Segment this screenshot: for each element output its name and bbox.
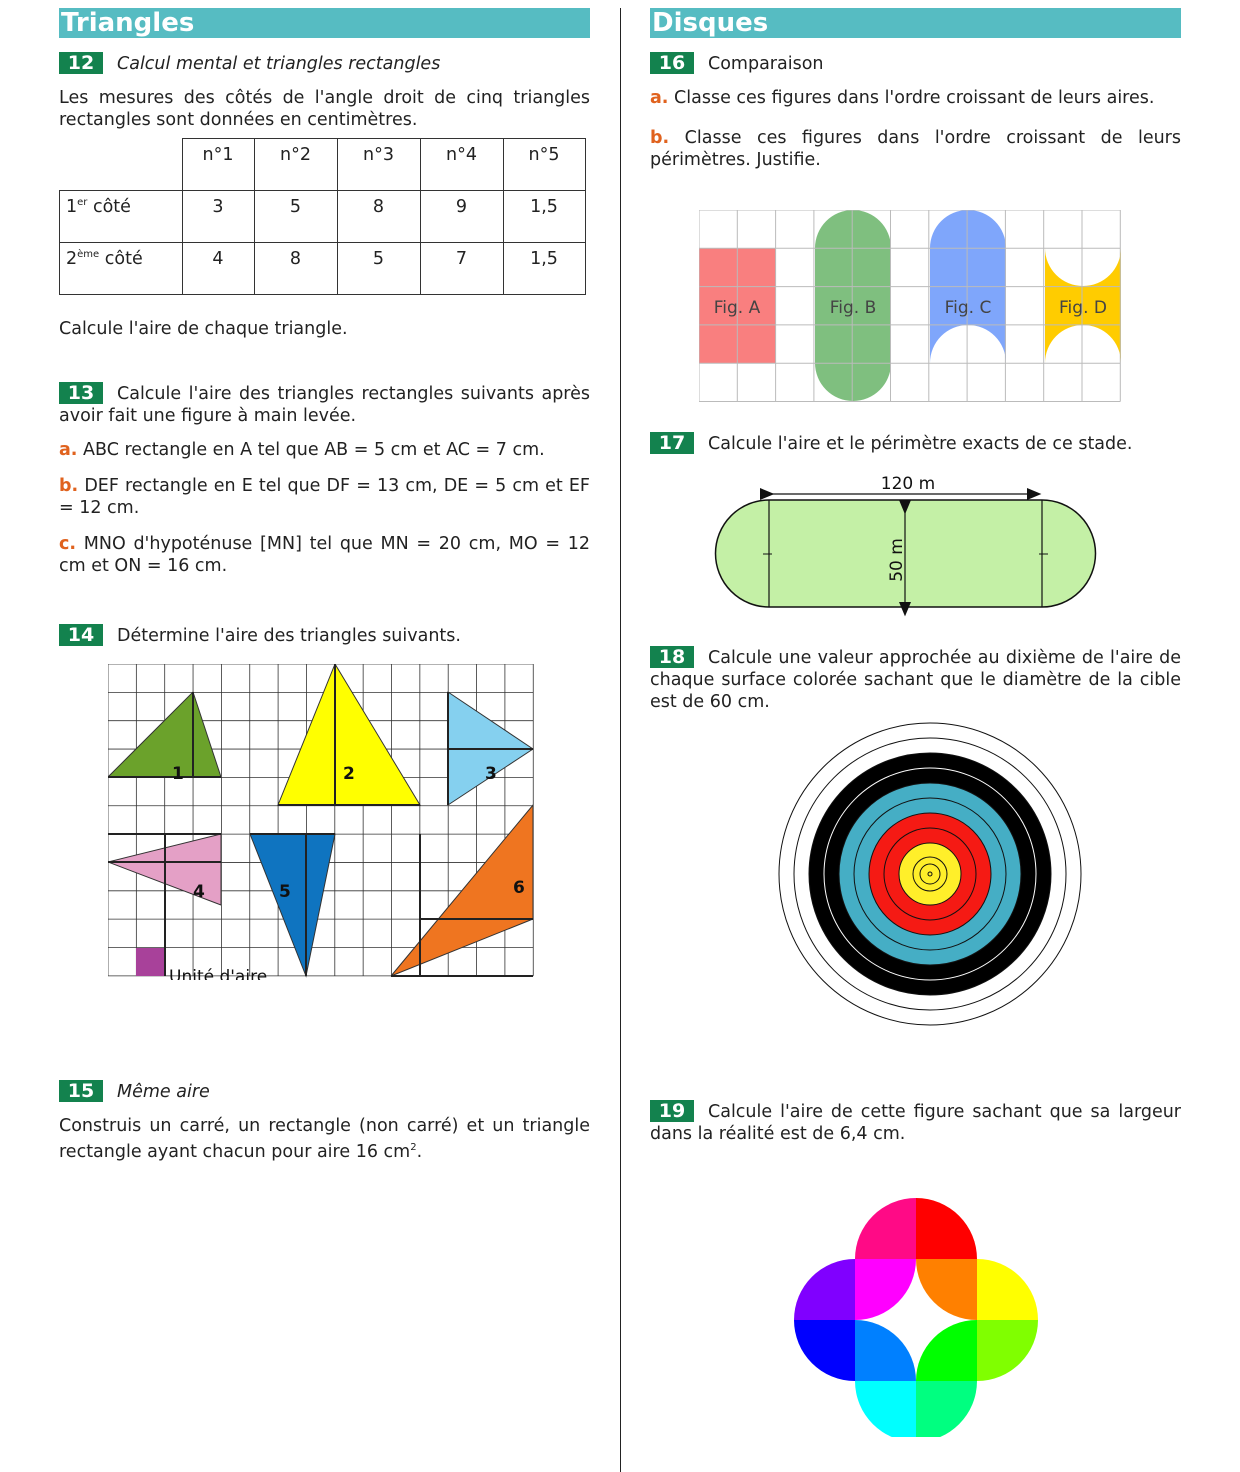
width-label: 50 m xyxy=(887,538,907,582)
section-title-triangles: Triangles xyxy=(59,8,590,38)
table-header: n°3 xyxy=(337,139,420,191)
table-row xyxy=(60,191,586,243)
fig-b-label: Fig. B xyxy=(829,298,877,318)
length-label: 120 m xyxy=(880,474,936,494)
exercise-number: 15 xyxy=(59,1080,103,1102)
target-rings xyxy=(779,723,1081,1025)
exercise-16 xyxy=(650,52,1181,171)
exercise-title: Même aire xyxy=(117,1082,210,1102)
exercise-text: Calcule une valeur approchée au dixième de l'aire de chaque surface colorée sachant que le diamètre de la cible est de 60 cm. xyxy=(650,648,1181,712)
exercise-number: 12 xyxy=(59,52,103,74)
exercise-15 xyxy=(59,1080,590,1163)
exercise-number: 14 xyxy=(59,624,103,646)
table-cell: 3 xyxy=(182,191,254,243)
table-header: n°5 xyxy=(503,139,585,191)
exercise-17 xyxy=(650,432,1181,455)
table-cell: 5 xyxy=(337,243,420,295)
exercise-title: Comparaison xyxy=(708,54,824,74)
triangles-grid-figure xyxy=(108,664,536,984)
table-cell: 1,5 xyxy=(503,191,585,243)
unit-label: Unité d'aire xyxy=(169,967,268,980)
figures-comparison xyxy=(699,210,1123,406)
item-b: b. DEF rectangle en E tel que DF = 13 cm, DE = 5 cm et EF = 12 cm. xyxy=(59,476,590,518)
exercise-14 xyxy=(59,624,590,647)
item-a: a. ABC rectangle en A tel que AB = 5 cm et AC = 7 cm. xyxy=(59,440,545,460)
exercise-18 xyxy=(650,646,1181,713)
exercise-title: Calcul mental et triangles rectangles xyxy=(117,54,441,74)
table-cell: 8 xyxy=(254,243,337,295)
flower-pieces xyxy=(794,1198,1038,1437)
color-flower-figure xyxy=(792,1189,1040,1441)
fig-c-label: Fig. C xyxy=(944,298,992,318)
exercise-text: Détermine l'aire des triangles suivants. xyxy=(117,626,461,646)
exercise-19 xyxy=(650,1100,1181,1145)
fig-a-label: Fig. A xyxy=(713,298,761,318)
exercise-12-question: Calcule l'aire de chaque triangle. xyxy=(59,319,348,339)
exercise-number: 17 xyxy=(650,432,694,454)
triangle-label-1: 1 xyxy=(172,764,184,784)
triangle-label-4: 4 xyxy=(193,882,205,902)
fig-d-label: Fig. D xyxy=(1059,298,1107,318)
table-cell: 5 xyxy=(254,191,337,243)
sides-table xyxy=(59,138,586,295)
exercise-text: Construis un carré, un rectangle (non carré) et un triangle rectangle ayant chacun pour aire 16 $cm^2$. xyxy=(59,1116,590,1162)
table-cell: 1,5 xyxy=(503,243,585,295)
exercise-number: 13 xyxy=(59,382,103,404)
item-c: c. MNO d'hypoténuse [MN] tel que MN = 20 cm, MO = 12 cm et ON = 16 cm. xyxy=(59,534,590,576)
stadium-figure xyxy=(710,464,1110,628)
triangle-label-3: 3 xyxy=(485,764,497,784)
table-cell: 4 xyxy=(182,243,254,295)
row-label: 2ème côté xyxy=(60,243,183,295)
table-header: n°1 xyxy=(182,139,254,191)
exercise-number: 18 xyxy=(650,646,694,668)
exercise-intro: Les mesures des côtés de l'angle droit de cinq triangles rectangles sont données en centimètres. xyxy=(59,88,590,130)
table-cell: 8 xyxy=(337,191,420,243)
triangle-label-5: 5 xyxy=(279,882,291,902)
table-header: n°2 xyxy=(254,139,337,191)
exercise-13 xyxy=(59,382,590,577)
triangle-5 xyxy=(250,834,335,976)
unit-square xyxy=(136,948,164,976)
table-cell: 7 xyxy=(420,243,503,295)
exercise-number: 19 xyxy=(650,1100,694,1122)
target-figure xyxy=(778,722,1082,1030)
triangle-label-6: 6 xyxy=(513,878,525,898)
triangle-label-2: 2 xyxy=(343,764,355,784)
column-divider xyxy=(620,8,621,1472)
right-column xyxy=(650,8,1181,1468)
item-a: a. Classe ces figures dans l'ordre croissant de leurs aires. xyxy=(650,88,1155,108)
exercise-text: Calcule l'aire et le périmètre exacts de ce stade. xyxy=(708,434,1133,454)
section-title-disques: Disques xyxy=(650,8,1181,38)
left-column xyxy=(59,8,590,1468)
row-label: 1er côté xyxy=(60,191,183,243)
exercise-text: Calcule l'aire de cette figure sachant que sa largeur dans la réalité est de 6,4 cm. xyxy=(650,1102,1181,1144)
table-cell: 9 xyxy=(420,191,503,243)
table-header-row xyxy=(60,139,586,191)
table-row xyxy=(60,243,586,295)
item-b: b. Classe ces figures dans l'ordre croissant de leurs périmètres. Justifie. xyxy=(650,128,1181,170)
exercise-number: 16 xyxy=(650,52,694,74)
exercise-12 xyxy=(59,52,590,131)
exercise-intro: Calcule l'aire des triangles rectangles suivants après avoir fait une figure à main levée. xyxy=(59,384,590,426)
table-header: n°4 xyxy=(420,139,503,191)
